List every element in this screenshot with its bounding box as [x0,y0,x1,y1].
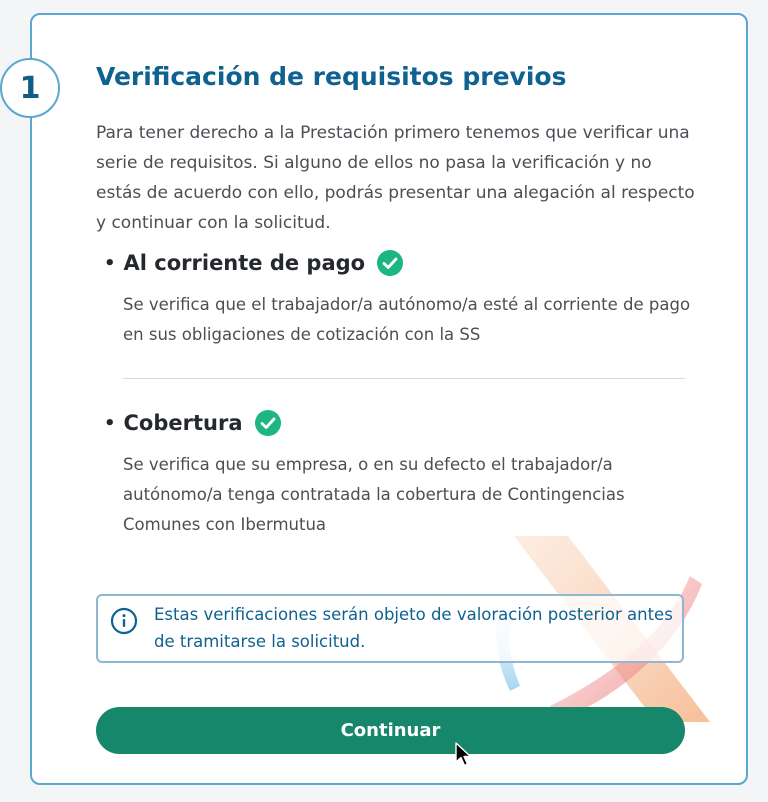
info-icon [110,607,138,635]
info-notice [96,594,684,663]
step-number: 1 [19,70,41,106]
page-title: Verificación de requisitos previos [96,62,567,91]
continue-button[interactable]: Continuar [96,707,685,754]
requirement-title-coverage [104,410,281,436]
requirement-description-payment: Se verifica que el trabajador/a autónomo/a esté al corriente de pago en sus obligaciones de cotización con la SS [123,295,691,344]
divider [123,378,685,379]
requirement-description-coverage: Se verifica que su empresa, o en su defecto el trabajador/a autónomo/a tenga contratada la cobertura de Contingencias Comunes con Ibermutua [123,455,625,534]
mouse-cursor-icon [455,742,473,768]
info-text: Estas verificaciones serán objeto de valoración posterior antes de tramitarse la solicitud. [154,605,673,651]
requirement-label: Al corriente de pago [123,251,366,275]
requirement-label: Cobertura [123,411,243,435]
step-number-badge [0,58,60,118]
bullet: • [104,252,116,274]
requirement-title-payment [104,250,403,276]
check-circle-icon [255,410,281,436]
intro-text: Para tener derecho a la Prestación primero tenemos que verificar una serie de requisitos. Si alguno de ellos no pasa la verificación y no estás de acuerdo con ello, podrás presentar una alegación al respecto y continuar con la solicitud. [96,123,695,233]
check-circle-icon [377,250,403,276]
bullet: • [104,412,116,434]
